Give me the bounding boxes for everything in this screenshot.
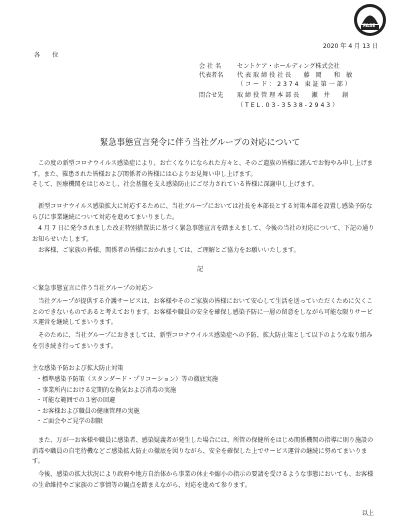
ki-marker: 記 bbox=[197, 266, 204, 273]
representative-label: 代表者名 bbox=[199, 72, 224, 79]
page-title: 緊急事態宣言発令に伴う当社グループの対応について bbox=[99, 137, 301, 147]
list-item: ・事業所内における定期的な換気および消毒の実施 bbox=[36, 386, 177, 394]
section-paragraph-2: そのために、当社グループにおきましては、新型コロナウイルス感染症への予防、拡大防止策として以下のような取り組みを引き続き行ってまいります。 bbox=[32, 332, 373, 350]
list-item: ・ご面会やご見学の制限 bbox=[36, 418, 104, 426]
body-paragraph-3: お客様、ご家族の皆様、関係者の皆様におかれましては、ご理解とご協力をお願いいたします。 bbox=[32, 247, 300, 254]
list-item: ・可能な範囲での３密の回避 bbox=[36, 397, 116, 405]
contact-value: 取 締 役 管 理 本 部 長 瀬 井 創 bbox=[237, 92, 349, 99]
measures-heading: 主な感染予防および拡大防止対策 bbox=[32, 365, 124, 372]
section-heading: ＜緊急事態宣言に伴う当社グループの対応＞ bbox=[32, 285, 154, 292]
end-marker: 以上 bbox=[361, 510, 374, 517]
closing-paragraph-2: 今後、感染の拡大状況により政府や地方自治体から事業の休止や縮小の指示の要請を受けるような事態においても、お客様の生命維持やご家族のご事情等の観点を踏まえながら、対応を進めて参ります。 bbox=[32, 471, 374, 489]
list-item: ・お客様および職員の健康管理の実施 bbox=[36, 407, 140, 415]
section-paragraph-1: 当社グループが提供する介護サービスは、お客様やそのご家族の皆様において安心して生活を送っていただくために欠くことのできないものであると考えております。お客様や職員の安全を確保し感染予防に一層の留意をしながら可能な限りサービス運営を継続してまいります。 bbox=[32, 298, 373, 327]
measures-list bbox=[36, 375, 218, 428]
document-date: 2020 年 4 月 13 日 bbox=[322, 43, 378, 50]
list-item: ・標準感染予防策（スタンダード・プリコーション）等の徹底実施 bbox=[36, 376, 218, 383]
company-name: セントケア・ホールディング株式会社 bbox=[237, 63, 340, 70]
intro-paragraph: この度の新型コロナウイルス感染症により、お亡くなりになられた方々と、そのご遺族の皆様に謹んでお悔やみ申し上げます。また、罹患された皆様および関係者の皆様には心よりお見舞い申し上げます。 bbox=[32, 160, 373, 178]
intro-thanks: そして、医療機関をはじめとし、社会基盤を支え感染防止にご尽力されている皆様に深謝申し上げます。 bbox=[32, 181, 318, 188]
representative-value: 代 表 取 締 役 社 長 藤 岡 和 敏 bbox=[237, 72, 353, 79]
company-logo bbox=[353, 3, 387, 37]
stock-code: （ コ ー ド ： 2 3 7 4 東 証 第 一 部 ） bbox=[237, 81, 351, 88]
company-label: 会 社 名 bbox=[199, 63, 222, 70]
addressee: 各 位 bbox=[34, 52, 59, 59]
contact-tel: （ T E L . 0 3 - 3 5 3 8 - 2 9 4 3 ） bbox=[237, 102, 339, 109]
body-paragraph-1: 新型コロナウイルス感染拡大に対応するために、当社グループにおいては社長を本部長とする対策本部を設置し感染予防ならびに事業継続について対応を進めてまいりました。 bbox=[32, 203, 373, 221]
closing-paragraph-1: また、万が一お客様や職員に感染者、感染疑義者が発生した場合には、所管の保健所をはじめ関係機関の指導に則り施設の消毒や職員の自宅待機などご感染拡大防止の徹底を図りながら、安全を確保した上でサービス運営の継続に努めてまいります。 bbox=[32, 437, 374, 466]
body-paragraph-2: 4 月 7 日に発令されました改正特別措置法に基づく緊急事態宣言を踏まえまして、今後の当社の対応について、下記の通りお知らせいたします。 bbox=[32, 225, 375, 243]
logo-text: FASE bbox=[363, 24, 376, 29]
contact-label: 問合せ先 bbox=[199, 92, 224, 99]
